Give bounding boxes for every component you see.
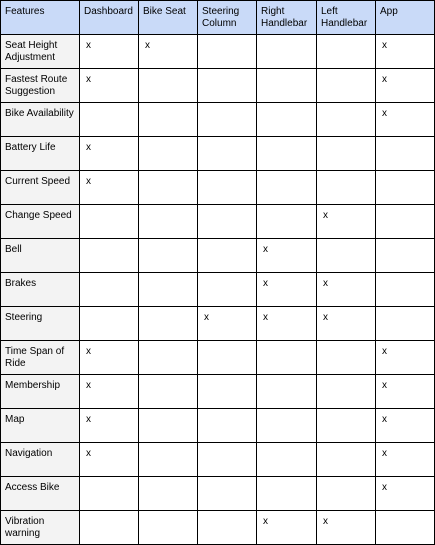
mark-cell-left-handlebar: x (317, 307, 376, 341)
mark-cell-steering-column (198, 205, 257, 239)
feature-name-cell: Access Bike (1, 477, 80, 511)
mark-cell-steering-column (198, 35, 257, 69)
table-row (1, 307, 435, 341)
feature-name-cell: Steering (1, 307, 80, 341)
mark-cell-app (376, 171, 435, 205)
table-row (1, 239, 435, 273)
mark-cell-dashboard: x (80, 443, 139, 477)
mark-cell-steering-column (198, 171, 257, 205)
feature-name-cell: Battery Life (1, 137, 80, 171)
mark-cell-right-handlebar (257, 477, 317, 511)
mark-cell-steering-column (198, 103, 257, 137)
mark-cell-app: x (376, 409, 435, 443)
mark-cell-dashboard: x (80, 69, 139, 103)
mark-cell-dashboard: x (80, 409, 139, 443)
mark-cell-app (376, 307, 435, 341)
mark-cell-dashboard (80, 307, 139, 341)
mark-cell-steering-column (198, 477, 257, 511)
mark-cell-left-handlebar: x (317, 511, 376, 545)
table-row (1, 341, 435, 375)
table-row (1, 375, 435, 409)
mark-cell-left-handlebar (317, 103, 376, 137)
mark-cell-bike-seat (139, 205, 198, 239)
mark-cell-dashboard: x (80, 341, 139, 375)
mark-cell-dashboard: x (80, 137, 139, 171)
mark-cell-app: x (376, 443, 435, 477)
table-row (1, 35, 435, 69)
mark-cell-dashboard (80, 239, 139, 273)
mark-cell-app: x (376, 477, 435, 511)
table-row (1, 477, 435, 511)
mark-cell-app (376, 239, 435, 273)
mark-cell-left-handlebar (317, 35, 376, 69)
mark-cell-bike-seat (139, 273, 198, 307)
mark-cell-left-handlebar (317, 171, 376, 205)
table-row (1, 511, 435, 545)
header-left-handlebar: Left Handlebar (317, 1, 376, 35)
mark-cell-app: x (376, 69, 435, 103)
mark-cell-dashboard (80, 511, 139, 545)
mark-cell-right-handlebar: x (257, 239, 317, 273)
header-features: Features (1, 1, 80, 35)
mark-cell-dashboard (80, 103, 139, 137)
mark-cell-bike-seat (139, 443, 198, 477)
mark-cell-app: x (376, 375, 435, 409)
mark-cell-right-handlebar: x (257, 273, 317, 307)
mark-cell-left-handlebar (317, 69, 376, 103)
mark-cell-dashboard: x (80, 171, 139, 205)
mark-cell-left-handlebar (317, 443, 376, 477)
table-header (1, 1, 435, 35)
header-row (1, 1, 435, 35)
mark-cell-steering-column (198, 69, 257, 103)
feature-name-cell: Fastest Route Suggestion (1, 69, 80, 103)
table-body (1, 35, 435, 545)
mark-cell-steering-column (198, 341, 257, 375)
mark-cell-dashboard (80, 205, 139, 239)
table-row (1, 171, 435, 205)
feature-name-cell: Current Speed (1, 171, 80, 205)
mark-cell-right-handlebar (257, 103, 317, 137)
mark-cell-app (376, 511, 435, 545)
mark-cell-steering-column (198, 443, 257, 477)
mark-cell-dashboard (80, 273, 139, 307)
mark-cell-steering-column (198, 375, 257, 409)
mark-cell-steering-column (198, 511, 257, 545)
header-bike-seat: Bike Seat (139, 1, 198, 35)
feature-name-cell: Seat Height Adjustment (1, 35, 80, 69)
table-row (1, 205, 435, 239)
header-app: App (376, 1, 435, 35)
mark-cell-bike-seat (139, 103, 198, 137)
mark-cell-app: x (376, 35, 435, 69)
feature-name-cell: Membership (1, 375, 80, 409)
header-steering-column: Steering Column (198, 1, 257, 35)
feature-name-cell: Time Span of Ride (1, 341, 80, 375)
mark-cell-bike-seat (139, 341, 198, 375)
mark-cell-right-handlebar (257, 409, 317, 443)
mark-cell-right-handlebar (257, 443, 317, 477)
mark-cell-bike-seat (139, 477, 198, 511)
mark-cell-bike-seat (139, 171, 198, 205)
mark-cell-left-handlebar (317, 239, 376, 273)
mark-cell-right-handlebar (257, 171, 317, 205)
mark-cell-left-handlebar: x (317, 205, 376, 239)
mark-cell-bike-seat (139, 69, 198, 103)
header-dashboard: Dashboard (80, 1, 139, 35)
table-row (1, 443, 435, 477)
mark-cell-steering-column (198, 239, 257, 273)
table-row (1, 137, 435, 171)
mark-cell-left-handlebar (317, 375, 376, 409)
mark-cell-app (376, 273, 435, 307)
table-row (1, 273, 435, 307)
mark-cell-left-handlebar (317, 137, 376, 171)
mark-cell-bike-seat (139, 375, 198, 409)
mark-cell-dashboard: x (80, 35, 139, 69)
table-row (1, 103, 435, 137)
mark-cell-right-handlebar (257, 137, 317, 171)
mark-cell-left-handlebar: x (317, 273, 376, 307)
mark-cell-steering-column (198, 273, 257, 307)
table-row (1, 409, 435, 443)
mark-cell-right-handlebar: x (257, 511, 317, 545)
feature-name-cell: Brakes (1, 273, 80, 307)
mark-cell-dashboard (80, 477, 139, 511)
feature-name-cell: Vibration warning (1, 511, 80, 545)
mark-cell-left-handlebar (317, 341, 376, 375)
mark-cell-steering-column: x (198, 307, 257, 341)
mark-cell-right-handlebar (257, 375, 317, 409)
mark-cell-bike-seat (139, 307, 198, 341)
feature-name-cell: Bike Availability (1, 103, 80, 137)
mark-cell-bike-seat (139, 137, 198, 171)
feature-name-cell: Change Speed (1, 205, 80, 239)
mark-cell-app: x (376, 103, 435, 137)
header-right-handlebar: Right Handlebar (257, 1, 317, 35)
mark-cell-app (376, 137, 435, 171)
mark-cell-dashboard: x (80, 375, 139, 409)
mark-cell-app (376, 205, 435, 239)
mark-cell-right-handlebar: x (257, 307, 317, 341)
mark-cell-right-handlebar (257, 341, 317, 375)
mark-cell-steering-column (198, 137, 257, 171)
feature-name-cell: Bell (1, 239, 80, 273)
feature-name-cell: Map (1, 409, 80, 443)
feature-name-cell: Navigation (1, 443, 80, 477)
mark-cell-app: x (376, 341, 435, 375)
mark-cell-left-handlebar (317, 477, 376, 511)
mark-cell-bike-seat (139, 409, 198, 443)
mark-cell-left-handlebar (317, 409, 376, 443)
mark-cell-bike-seat (139, 239, 198, 273)
mark-cell-right-handlebar (257, 35, 317, 69)
table-row (1, 69, 435, 103)
mark-cell-bike-seat (139, 511, 198, 545)
mark-cell-bike-seat: x (139, 35, 198, 69)
mark-cell-right-handlebar (257, 205, 317, 239)
mark-cell-right-handlebar (257, 69, 317, 103)
mark-cell-steering-column (198, 409, 257, 443)
